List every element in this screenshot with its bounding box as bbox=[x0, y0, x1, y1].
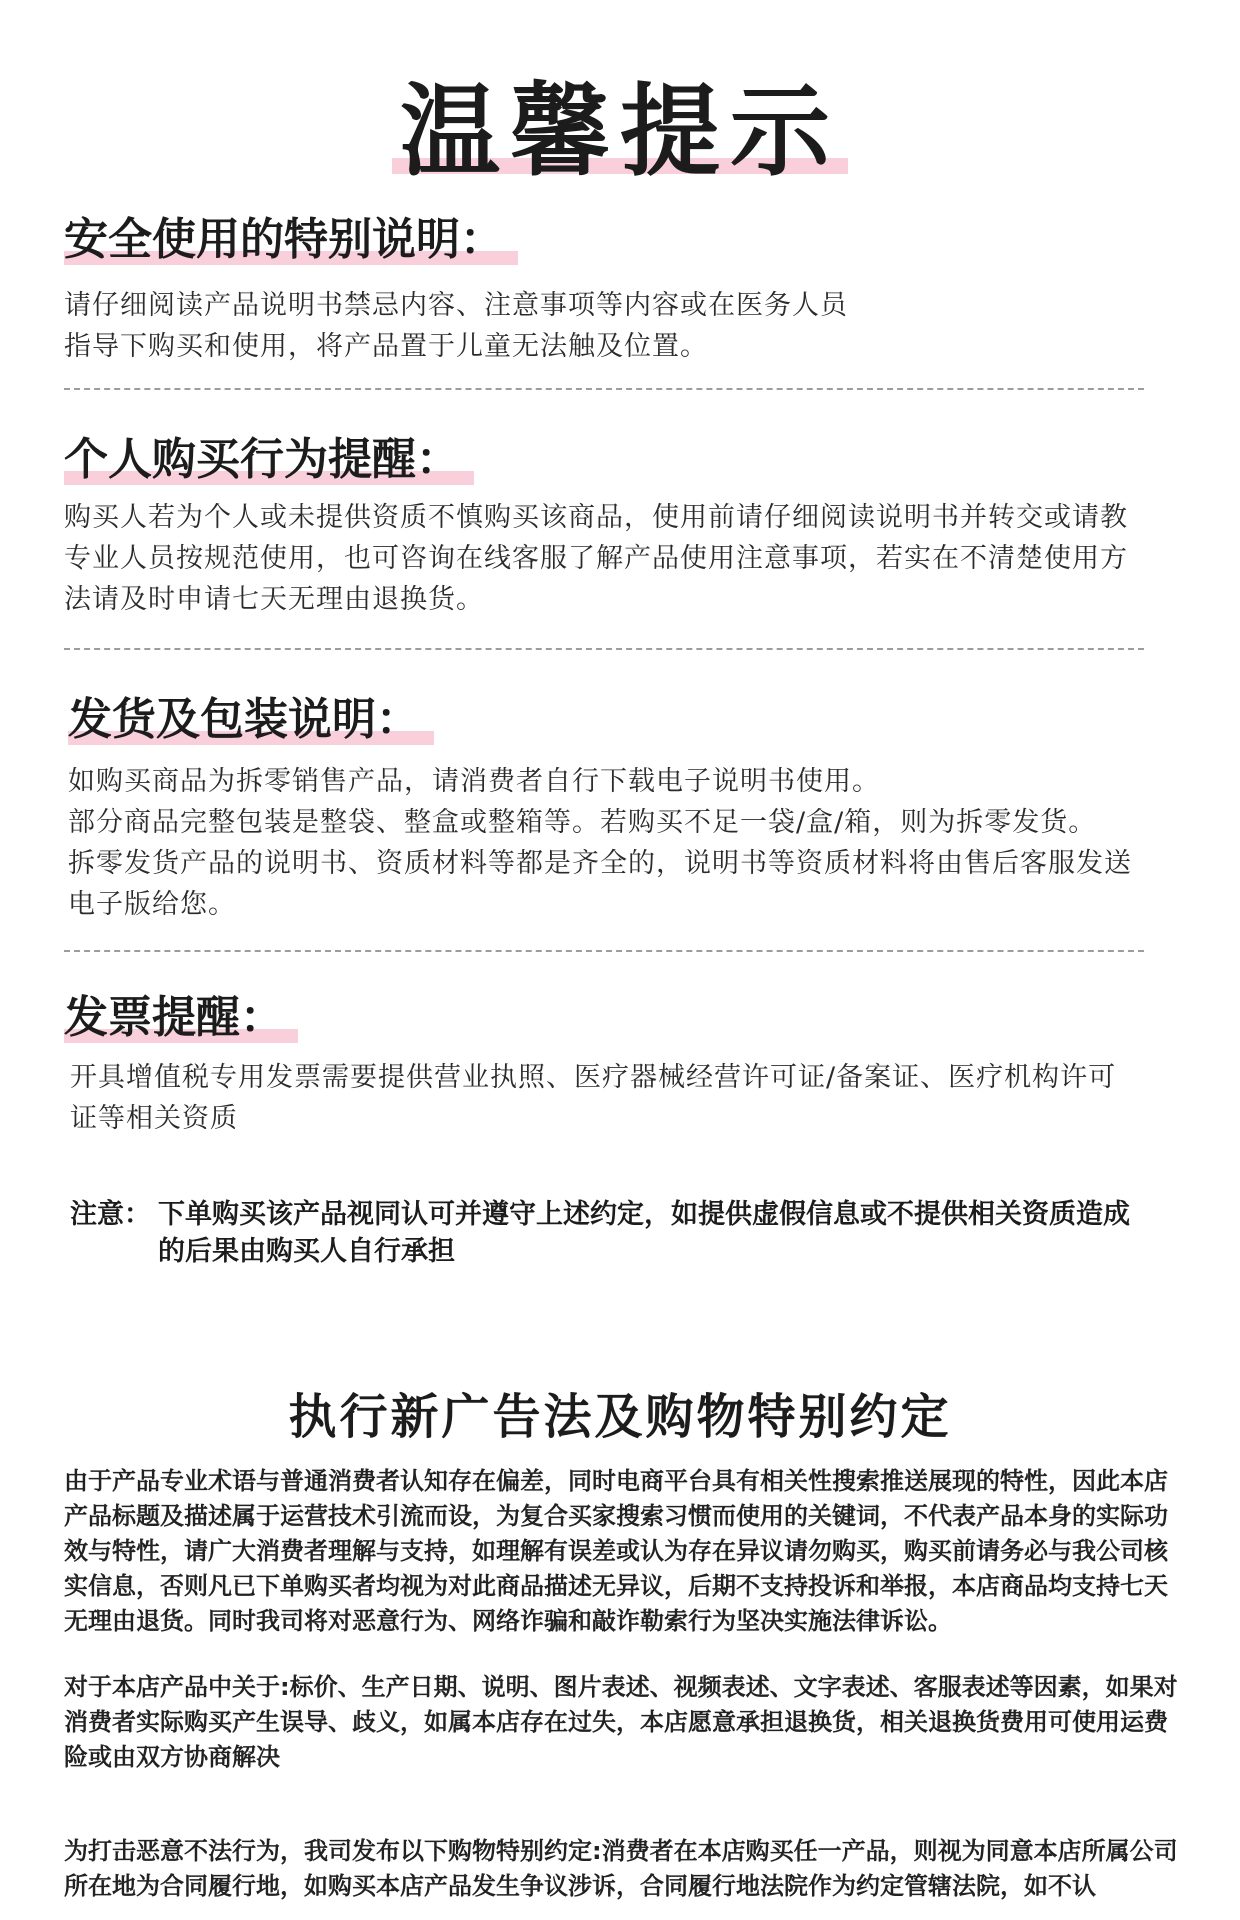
section-paragraph: 部分商品完整包装是整袋、整盒或整箱等。若购买不足一袋/盒/箱，则为拆零发货。 bbox=[68, 807, 1097, 838]
page-title bbox=[0, 72, 1240, 192]
section-personal-purchase bbox=[64, 432, 1144, 620]
section-heading: 发货及包装说明： bbox=[68, 692, 420, 747]
divider bbox=[64, 950, 1144, 952]
section-paragraph: 拆零发货产品的说明书、资质材料等都是齐全的，说明书等资质材料将由售后客服发送电子版给您。 bbox=[68, 848, 1132, 920]
section-paragraph: 请仔细阅读产品说明书禁忌内容、注意事项等内容或在医务人员指导下购买和使用，将产品置于儿童无法触及位置。 bbox=[64, 290, 848, 362]
section-heading: 发票提醒： bbox=[64, 990, 284, 1045]
section-heading: 安全使用的特别说明： bbox=[64, 212, 504, 267]
page-title-text: 温馨提示 bbox=[400, 73, 840, 190]
section-paragraph: 开具增值税专用发票需要提供营业执照、医疗器械经营许可证/备案证、医疗机构许可证等相关资质 bbox=[70, 1062, 1117, 1134]
section-paragraph: 购买人若为个人或未提供资质不慎购买该商品，使用前请仔细阅读说明书并转交或请教专业人员按规范使用，也可咨询在线客服了解产品使用注意事项，若实在不清楚使用方法请及时申请七天无理由退换货。 bbox=[64, 502, 1128, 615]
divider bbox=[64, 388, 1144, 390]
note-text: 下单购买该产品视同认可并遵守上述约定，如提供虚假信息或不提供相关资质造成的后果由购买人自行承担 bbox=[158, 1199, 1130, 1267]
section-heading: 个人购买行为提醒： bbox=[64, 432, 460, 487]
ad-law-title: 执行新广告法及购物特别约定 bbox=[288, 1389, 952, 1445]
ad-law-paragraph: 为打击恶意不法行为，我司发布以下购物特别约定:消费者在本店购买任一产品，则视为同意本店所属公司所在地为合同履行地，如购买本店产品发生争议涉诉，合同履行地法院作为约定管辖法院，如不认 bbox=[64, 1837, 1178, 1900]
note bbox=[70, 1196, 1150, 1270]
divider bbox=[64, 648, 1144, 650]
ad-law-paragraph: 对于本店产品中关于:标价、生产日期、说明、图片表述、视频表述、文字表述、客服表述等因素，如果对消费者实际购买产生误导、歧义，如属本店存在过失，本店愿意承担退换货，相关退换货费用可使用运费险或由双方协商解决 bbox=[64, 1673, 1178, 1771]
section-safety bbox=[64, 212, 1144, 367]
section-paragraph: 如购买商品为拆零销售产品，请消费者自行下载电子说明书使用。 bbox=[68, 766, 880, 797]
section-shipping-packaging bbox=[68, 692, 1148, 925]
note-label: 注意： bbox=[70, 1199, 151, 1230]
section-invoice bbox=[64, 990, 1144, 1139]
ad-law-paragraph: 由于产品专业术语与普通消费者认知存在偏差，同时电商平台具有相关性搜索推送展现的特性，因此本店产品标题及描述属于运营技术引流而设，为复合买家搜索习惯而使用的关键词，不代表产品本身的实际功效与特性，请广大消费者理解与支持，如理解有误差或认为存在异议请勿购买，购买前请务必与我公司核实信息，否则凡已下单购买者均视为对此商品描述无异议，后期不支持投诉和举报，本店商品均支持七天无理由退货。同时我司将对恶意行为、网络诈骗和敲诈勒索行为坚决实施法律诉讼。 bbox=[64, 1467, 1168, 1635]
